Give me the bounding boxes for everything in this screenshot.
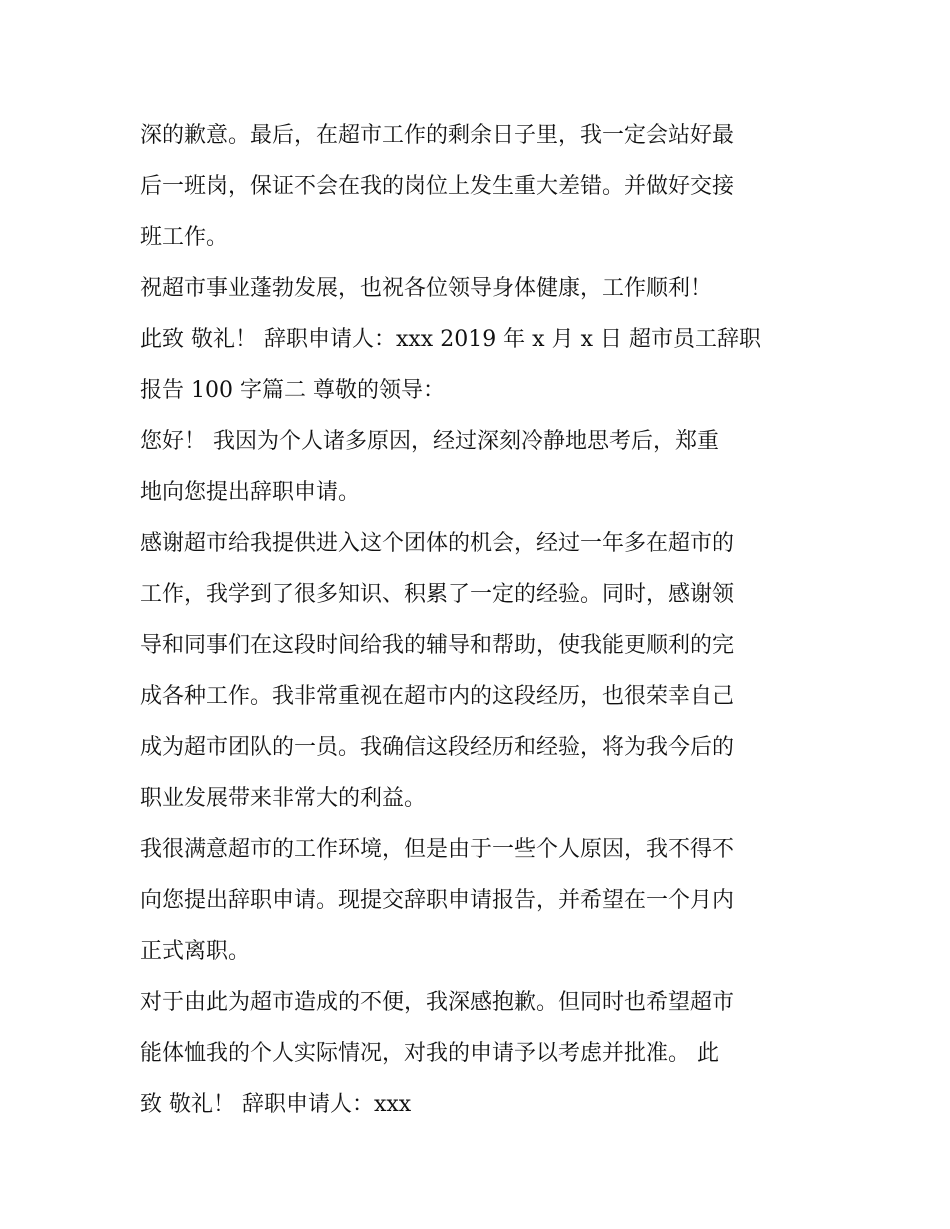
text-line: 祝超市事业蓬勃发展，也祝各位领导身体健康，工作顺利！ [140, 276, 713, 301]
text-line: 能体恤我的个人实际情况，对我的申请予以考虑并批准。 此 [140, 1041, 719, 1066]
text-line: 报告 100 字篇二 尊敬的领导： [140, 378, 445, 403]
text-line: 致 敬礼！ 辞职申请人：xxx [140, 1092, 412, 1117]
text-line: 对于由此为超市造成的不便，我深感抱歉。但同时也希望超市 [140, 990, 735, 1015]
text-line: 后一班岗，保证不会在我的岗位上发生重大差错。并做好交接 [140, 174, 735, 199]
text-line: 感谢超市给我提供进入这个团体的机会，经过一年多在超市的 [140, 531, 735, 556]
text-line: 正式离职。 [140, 939, 251, 964]
text-line: 职业发展带来非常大的利益。 [140, 786, 427, 811]
text-line: 工作，我学到了很多知识、积累了一定的经验。同时，感谢领 [140, 582, 735, 607]
text-line: 地向您提出辞职申请。 [140, 480, 361, 505]
text-line: 深的歉意。最后，在超市工作的剩余日子里，我一定会站好最 [140, 123, 735, 148]
text-line: 成为超市团队的一员。我确信这段经历和经验，将为我今后的 [140, 735, 735, 760]
text-line: 您好！ 我因为个人诸多原因，经过深刻冷静地思考后，郑重 [140, 429, 719, 454]
text-line: 我很满意超市的工作环境，但是由于一些个人原因，我不得不 [140, 837, 735, 862]
document-body [140, 110, 830, 1130]
text-line: 导和同事们在这段时间给我的辅导和帮助，使我能更顺利的完 [140, 633, 735, 658]
text-line: 成各种工作。我非常重视在超市内的这段经历，也很荣幸自己 [140, 684, 735, 709]
text-line: 此致 敬礼！ 辞职申请人：xxx 2019 年 x 月 x 日 超市员工辞职 [140, 327, 761, 352]
text-line: 班工作。 [140, 225, 229, 250]
text-line: 向您提出辞职申请。现提交辞职申请报告，并希望在一个月内 [140, 888, 735, 913]
